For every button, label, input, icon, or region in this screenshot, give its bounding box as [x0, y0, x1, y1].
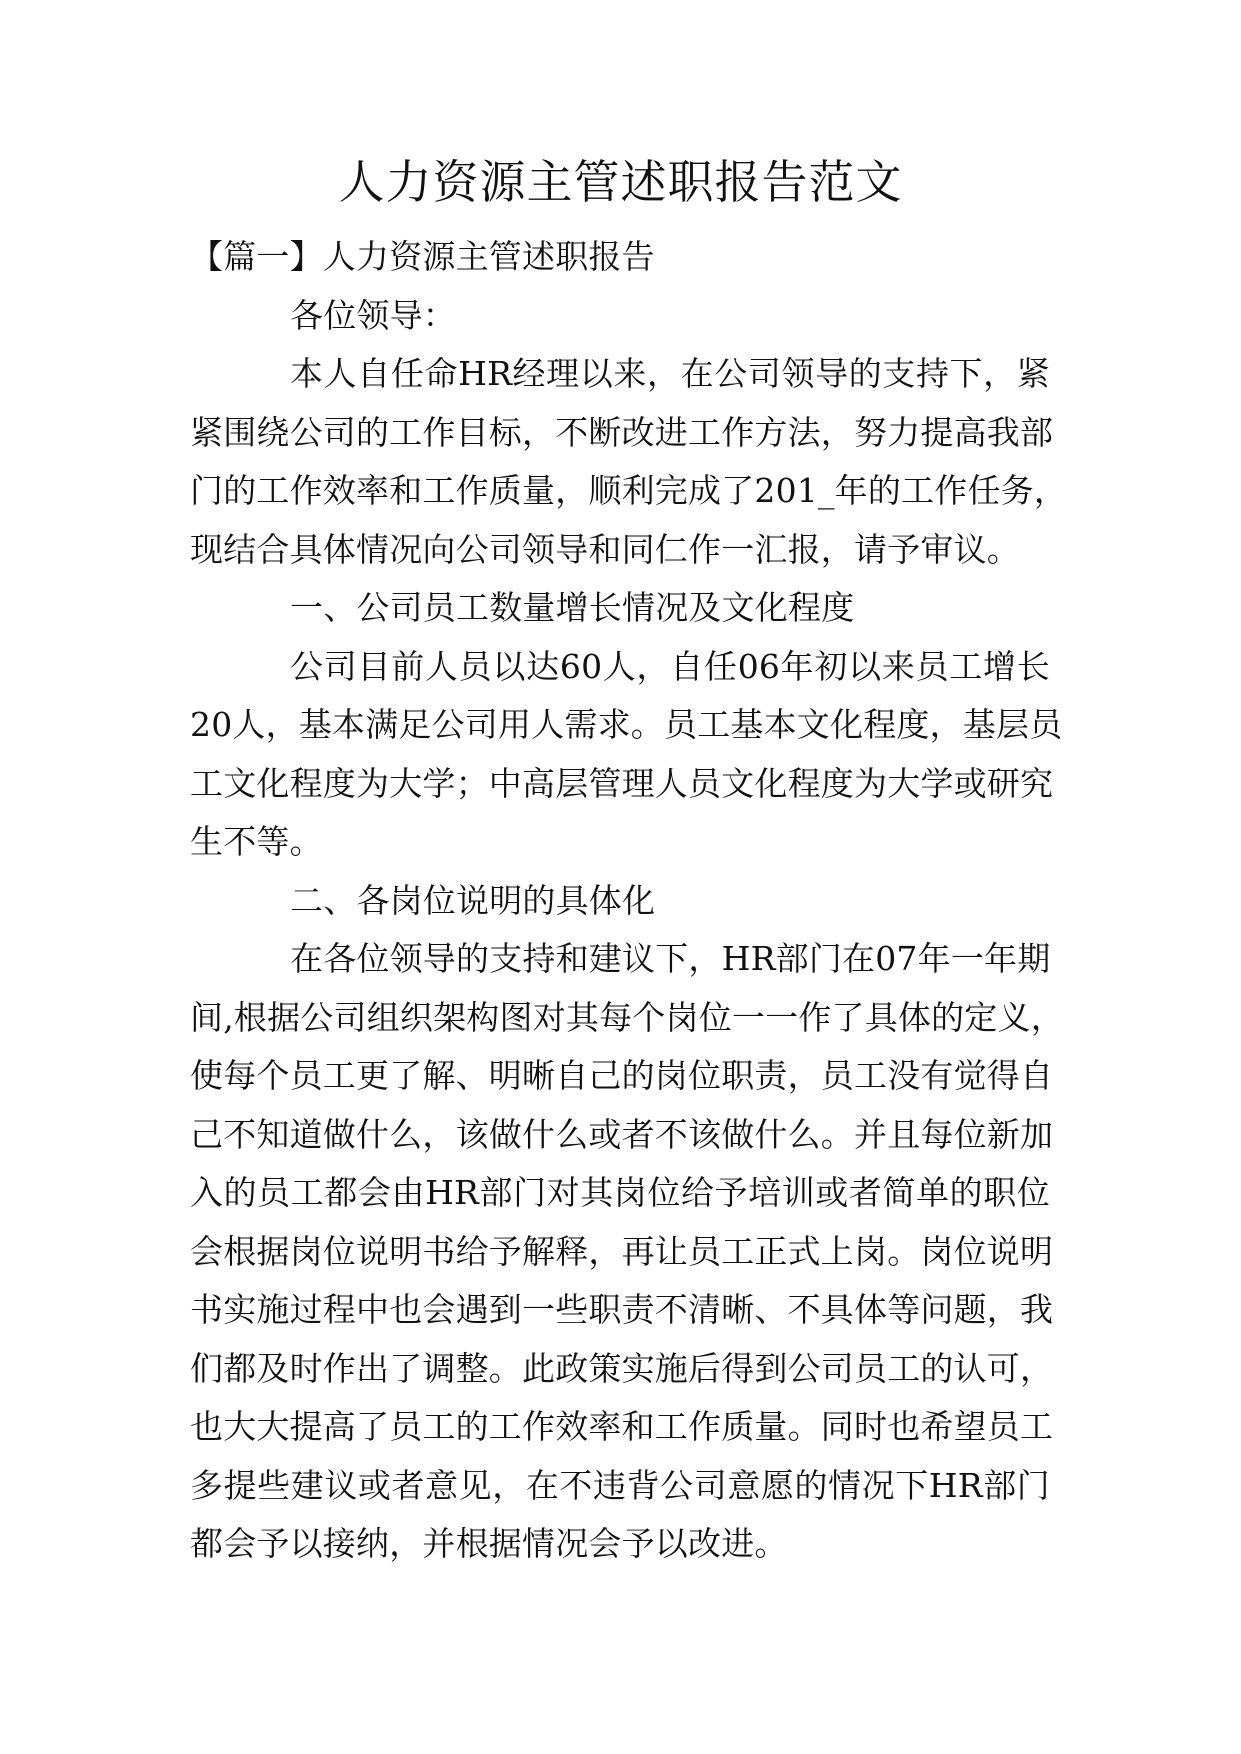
document-body — [190, 228, 1068, 1574]
paragraph-line: 20人，基本满足公司用人需求。员工基本文化程度，基层员 — [190, 705, 1063, 744]
paragraph-line: 入的员工都会由HR部门对其岗位给予培训或者简单的职位 — [190, 1173, 1050, 1212]
salutation: 各位领导： — [290, 295, 456, 335]
paragraph-line: 现结合具体情况向公司领导和同仁作一汇报，请予审议。 — [190, 529, 1020, 569]
paragraph-line: 间,根据公司组织架构图对其每个岗位一一作了具体的定义， — [190, 997, 1064, 1037]
paragraph-line: 也大大提高了员工的工作效率和工作质量。同时也希望员工 — [190, 1407, 1054, 1446]
paragraph-line: 本人自任命HR经理以来，在公司领导的支持下，紧 — [290, 354, 1050, 393]
paragraph-line: 使每个员工更了解、明晰自己的岗位职责，员工没有觉得自 — [190, 1056, 1054, 1095]
paragraph-line: 多提些建议或者意见，在不违背公司意愿的情况下HR部门 — [190, 1465, 1050, 1505]
paragraph-line: 都会予以接纳，并根据情况会予以改进。 — [190, 1524, 788, 1563]
paragraph-line: 己不知道做什么，该做什么或者不该做什么。并且每位新加 — [190, 1114, 1054, 1154]
document-title: 人力资源主管述职报告范文 — [338, 155, 903, 209]
paragraph-line: 会根据岗位说明书给予解释，再让员工正式上岗。岗位说明 — [190, 1231, 1054, 1271]
paragraph-line: 公司目前人员以达60人，自任06年初以来员工增长 — [290, 646, 1050, 686]
paragraph-line: 生不等。 — [190, 822, 323, 861]
paragraph-line: 在各位领导的支持和建议下，HR部门在07年一年期 — [290, 939, 1051, 978]
paragraph-line: 紧围绕公司的工作目标，不断改进工作方法，努力提高我部 — [190, 412, 1054, 452]
paragraph-line: 书实施过程中也会遇到一些职责不清晰、不具体等问题，我 — [190, 1290, 1054, 1329]
subsection-heading: 二、各岗位说明的具体化 — [290, 880, 656, 920]
paragraph-line: 门的工作效率和工作质量，顺利完成了201_年的工作任务， — [190, 471, 1068, 510]
paragraph-line: 工文化程度为大学；中高层管理人员文化程度为大学或研究 — [190, 763, 1054, 803]
subsection-heading: 一、公司员工数量增长情况及文化程度 — [290, 588, 855, 627]
section-heading: 【篇一】人力资源主管述职报告 — [190, 237, 655, 276]
paragraph-line: 们都及时作出了调整。此政策实施后得到公司员工的认可， — [190, 1348, 1054, 1388]
